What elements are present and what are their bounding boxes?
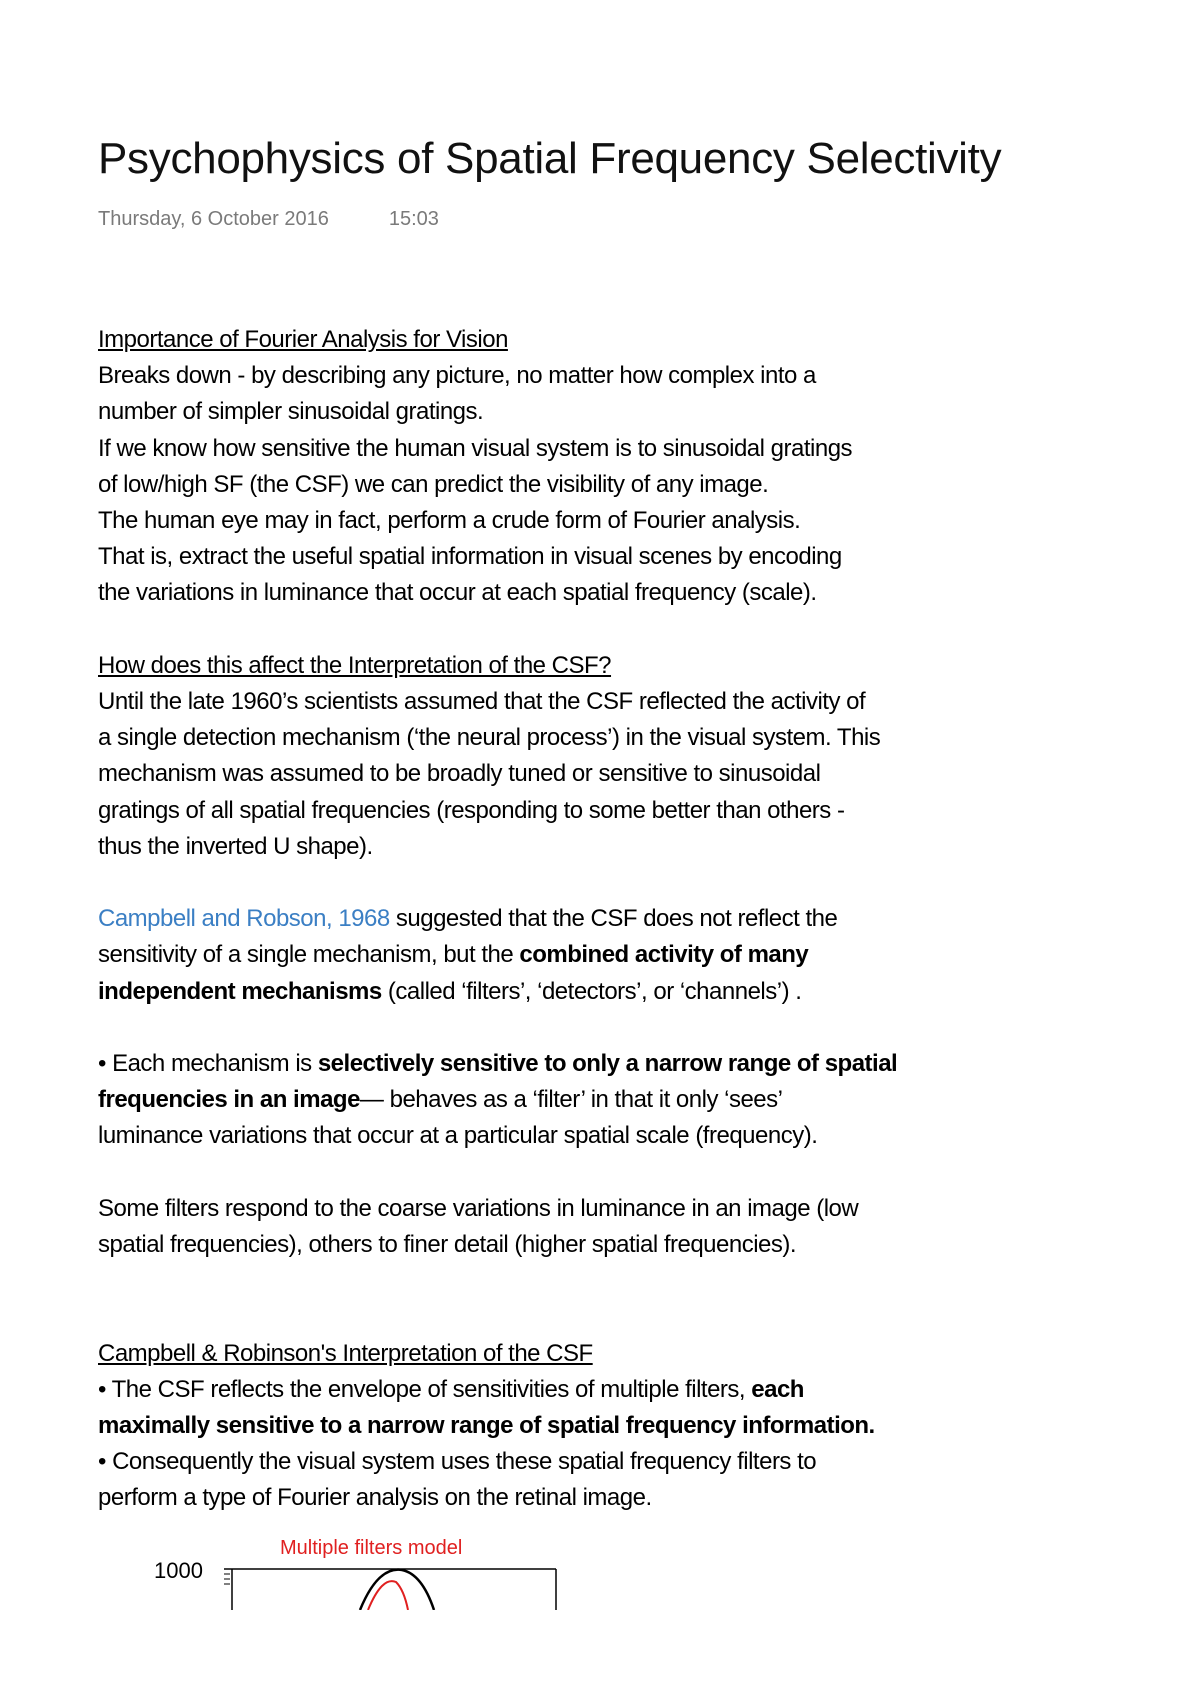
paragraph-line: a single detection mechanism (‘the neural process’) in the visual system. This <box>98 724 881 752</box>
bold-text: independent mechanisms <box>98 977 382 1005</box>
line-text: — behaves as a ‘filter’ in that it only ‘sees’ <box>359 1086 783 1114</box>
paragraph-line: The human eye may in fact, perform a crude form of Fourier analysis. <box>98 507 801 535</box>
paragraph-line: the variations in luminance that occur at each spatial frequency (scale). <box>98 579 817 607</box>
paragraph-line <box>98 901 1128 937</box>
section-heading: How does this affect the Interpretation of the CSF? <box>98 651 612 679</box>
paragraph-line: number of simpler sinusoidal gratings. <box>98 398 484 426</box>
paragraph-line: Until the late 1960’s scientists assumed that the CSF reflected the activity of <box>98 688 866 716</box>
paragraph-line: perform a type of Fourier analysis on the retinal image. <box>98 1484 652 1512</box>
filters-figure <box>140 1530 580 1610</box>
note-body <box>98 322 1128 1517</box>
bold-text: selectively sensitive to only a narrow range of spatial <box>317 1050 898 1078</box>
paragraph-line <box>98 1082 1128 1118</box>
line-text: • Each mechanism is <box>98 1050 318 1078</box>
paragraph-line: gratings of all spatial frequencies (responding to some better than others - <box>98 796 845 824</box>
line-text: sensitivity of a single mechanism, but the <box>98 941 520 969</box>
note-time: 15:03 <box>388 208 439 230</box>
paragraph-line <box>98 974 1128 1010</box>
bullet-line <box>98 1372 1128 1408</box>
paragraph-line: spatial frequencies), others to finer detail (higher spatial frequencies). <box>98 1231 797 1259</box>
paragraph-line <box>98 937 1128 973</box>
y-tick-label: 1000 <box>154 1558 203 1583</box>
line-text: • The CSF reflects the envelope of sensitivities of multiple filters, <box>98 1375 752 1403</box>
paragraph-line: That is, extract the useful spatial information in visual scenes by encoding <box>98 543 842 571</box>
paragraph-line: Some filters respond to the coarse variations in luminance in an image (low <box>98 1194 859 1222</box>
paragraph-line: luminance variations that occur at a particular spatial scale (frequency). <box>98 1122 818 1150</box>
paragraph-line: If we know how sensitive the human visual system is to sinusoidal gratings <box>98 434 853 462</box>
bullet-line: • Consequently the visual system uses these spatial frequency filters to <box>98 1448 817 1476</box>
citation-link[interactable]: Campbell and Robson, 1968 <box>98 905 390 933</box>
bold-text: each <box>751 1375 804 1403</box>
paragraph-line: Breaks down - by describing any picture, no matter how complex into a <box>98 362 816 390</box>
figure-title: Multiple filters model <box>280 1537 463 1559</box>
bold-text: combined activity of many <box>519 941 809 969</box>
note-date: Thursday, 6 October 2016 <box>98 208 329 230</box>
bullet-line <box>98 1046 1128 1082</box>
bold-text: frequencies in an image <box>98 1086 360 1114</box>
section-heading: Importance of Fourier Analysis for Vision <box>98 326 508 353</box>
line-text: (called ‘filters’, ‘detectors’, or ‘channels’) . <box>381 977 802 1005</box>
line-text: suggested that the CSF does not reflect the <box>389 905 838 933</box>
paragraph-line: mechanism was assumed to be broadly tuned or sensitive to sinusoidal <box>98 760 821 788</box>
paragraph-line: of low/high SF (the CSF) we can predict the visibility of any image. <box>98 470 769 498</box>
bold-text: maximally sensitive to a narrow range of spatial frequency information. <box>98 1412 875 1440</box>
note-timestamp <box>98 208 439 231</box>
paragraph-line: thus the inverted U shape). <box>98 832 373 860</box>
page-title: Psychophysics of Spatial Frequency Selectivity <box>98 134 1002 183</box>
paragraph-line <box>98 1408 1128 1444</box>
section-heading: Campbell & Robinson's Interpretation of the CSF <box>98 1339 593 1367</box>
